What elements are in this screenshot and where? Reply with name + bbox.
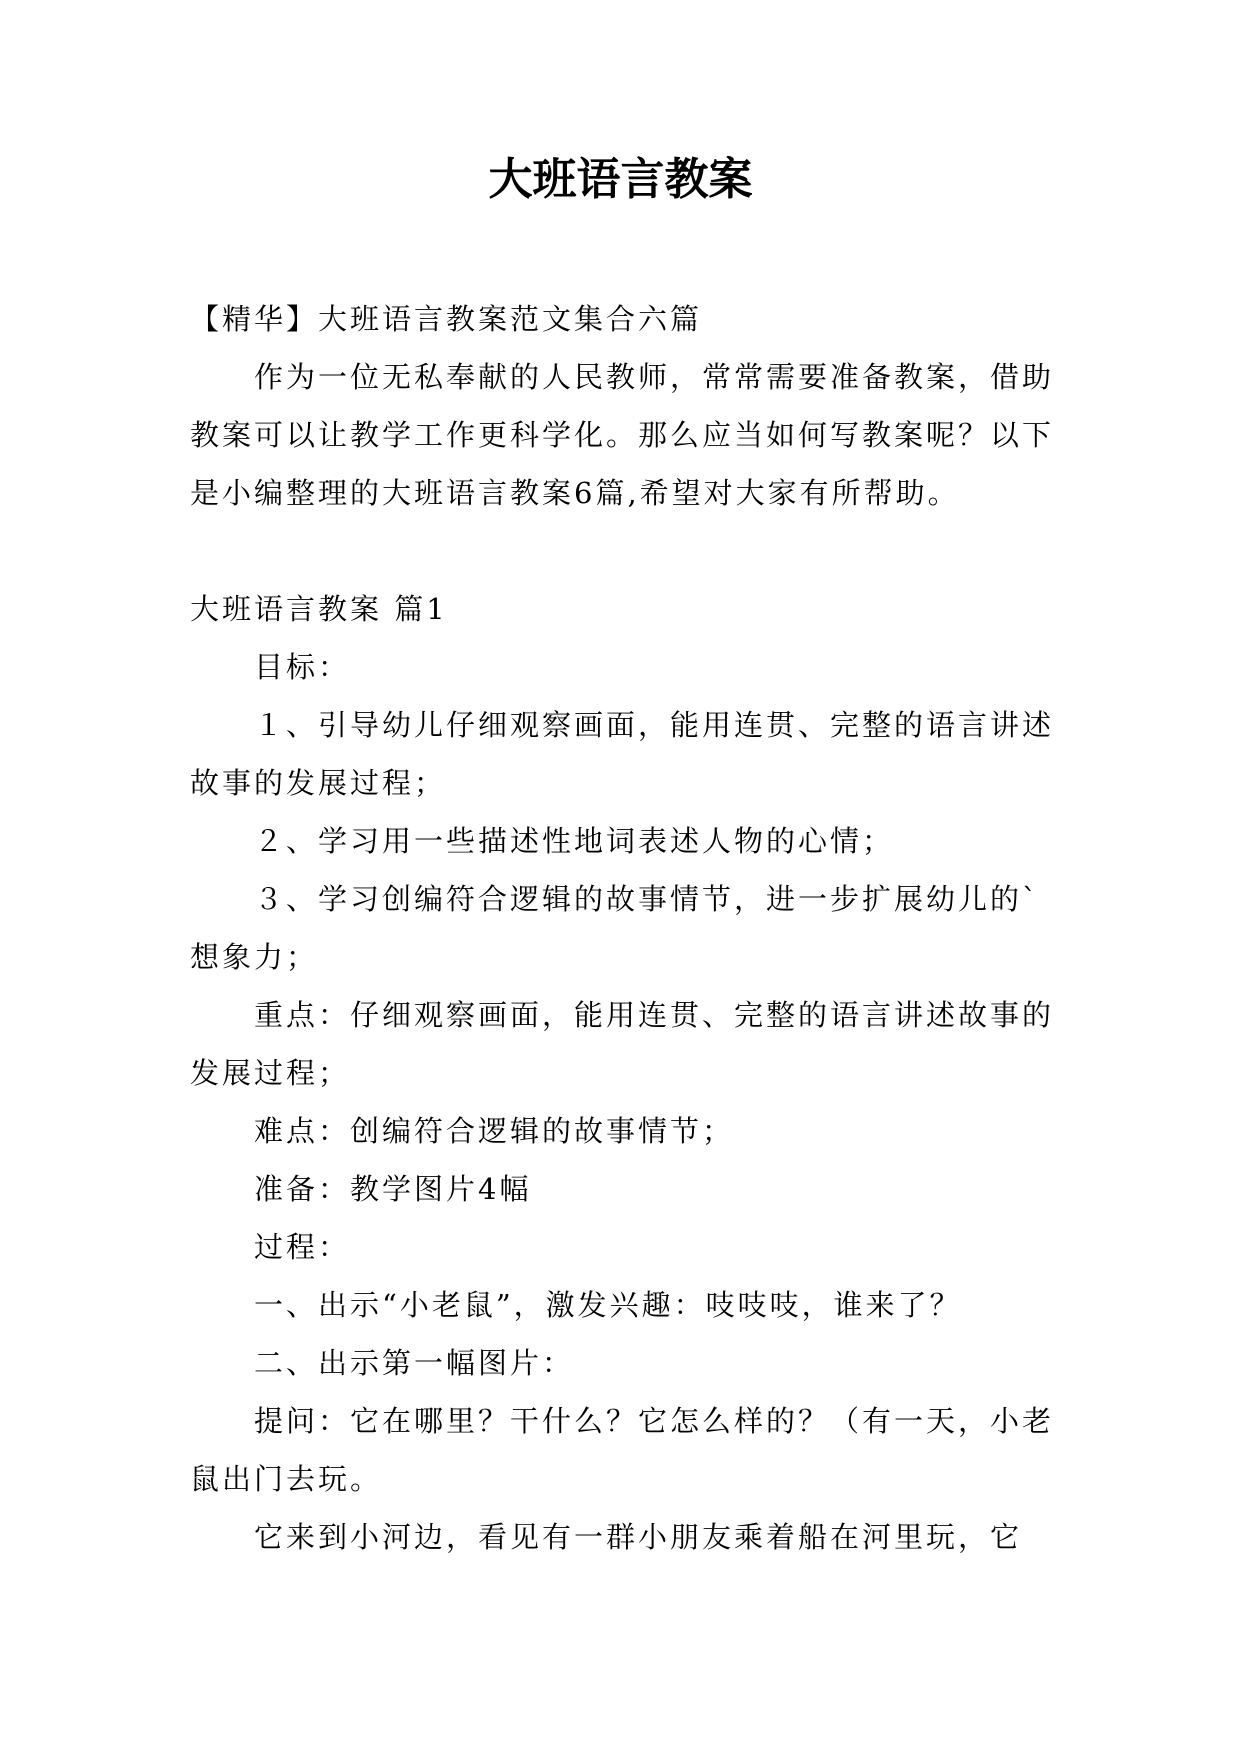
paragraph-goal-1: １、引导幼儿仔细观察画面，能用连贯、完整的语言讲述故事的发展过程；: [190, 708, 1055, 800]
paragraph-goal-3: ３、学习创编符合逻辑的故事情节，进一步扩展幼儿的`想象力；: [190, 882, 1040, 974]
document-title: 大班语言教案: [488, 154, 753, 205]
paragraph-story: 它来到小河边，看见有一群小朋友乘着船在河里玩，它: [254, 1520, 1023, 1554]
paragraph-difficulty: 难点：创编符合逻辑的故事情节；: [254, 1114, 735, 1148]
paragraph-process: 过程：: [254, 1230, 351, 1264]
section-heading: 大班语言教案 篇1: [190, 592, 448, 626]
paragraph-goal-2: ２、学习用一些描述性地词表述人物的心情；: [254, 824, 895, 858]
paragraph-step-1: 一、出示“小老鼠”，激发兴趣：吱吱吱，谁来了？: [254, 1288, 962, 1322]
paragraph-preparation: 准备：教学图片4幅: [254, 1172, 532, 1206]
document-body: [190, 290, 1060, 1566]
paragraph-step-2: 二、出示第一幅图片：: [254, 1346, 575, 1380]
subtitle: 【精华】大班语言教案范文集合六篇: [190, 302, 703, 336]
intro-paragraph: 作为一位无私奉献的人民教师，常常需要准备教案，借助教案可以让教学工作更科学化。那么应当如何写教案呢？以下是小编整理的大班语言教案6篇,希望对大家有所帮助。: [190, 360, 1055, 510]
paragraph-question: 提问：它在哪里？干什么？它怎么样的？（有一天，小老鼠出门去玩。: [190, 1404, 1055, 1496]
paragraph-goal: 目标：: [254, 650, 351, 684]
paragraph-key-point: 重点：仔细观察画面，能用连贯、完整的语言讲述故事的发展过程；: [190, 998, 1055, 1090]
